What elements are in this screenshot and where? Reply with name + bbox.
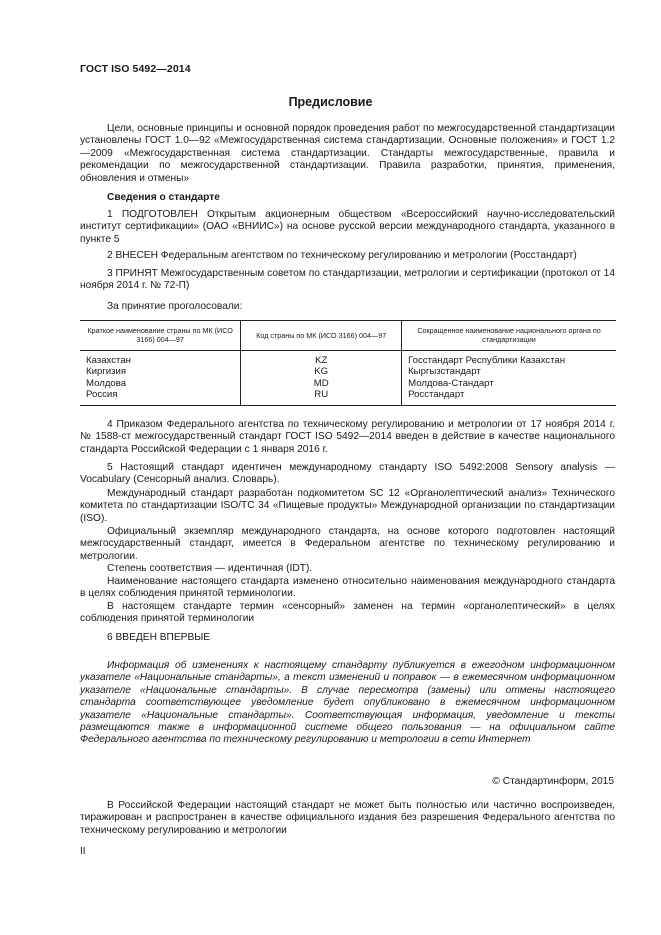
rights-paragraph: В Российской Федерации настоящий стандарт не может быть полностью или частично воспроизведен, тиражирован и распространен в качестве официального издания без разрешения Федерального агентства по техническому регулированию и метрологии [80,800,615,836]
copyright-line: © Стандартинформ, 2015 [492,776,614,787]
table-header-country: Краткое наименование страны по МК (ИСО 3166) 004—97 [80,321,241,351]
country-cell: Молдова [86,377,127,389]
page-title: Предисловие [288,95,373,109]
change-notice: Информация об изменениях к настоящему стандарту публикуется в ежегодном информационном указателе «Национальные стандарты», а текст изменений и поправок — в ежемесячном информационном указателе «Национальные стандарты». В случае пересмотра (замены) или отмены настоящего стандарта соответствующее уведомление будет опубликовано в ежемесячном информационном указателе «Национальные стандарты». Соответствующая информация, уведомление и тексты размещаются также в информационной системе общего пользования — на официальном сайте Федерального агентства по техническому регулированию и метрологии в сети Интернет [80,660,615,746]
item-5-conformity: Степень соответствия — идентичная (IDT). [107,563,313,574]
item-5-official-copy: Официальный экземпляр международного стандарта, на основе которого подготовлен настоящий межгосударственный стандарт, имеется в Федеральном агентстве по техническому регулированию и метрологии. [80,526,615,562]
country-cell: Казахстан [86,355,131,366]
item-5-paragraph: 5 Настоящий стандарт идентичен международному стандарту ISO 5492:2008 Sensory analysis — Vocabulary (Сенсорный анализ. Словарь). [80,462,615,486]
item-2-paragraph: 2 ВНЕСЕН Федеральным агентством по техническому регулированию и метрологии (Росстандарт) [107,250,577,261]
table-header-row [80,321,616,351]
voting-table [80,320,616,406]
document-code-header: ГОСТ ISO 5492—2014 [80,63,191,75]
body-cell: Кыргызстандарт [402,366,616,377]
page-number: II [80,846,86,857]
item-3-paragraph: 3 ПРИНЯТ Межгосударственным советом по стандартизации, метрологии и сертификации (протокол от 14 ноября 2014 г. № 72-П) [80,268,615,292]
body-cell: Росстандарт [402,389,616,405]
code-cell: RU [241,389,402,405]
item-5-term-note: В настоящем стандарте термин «сенсорный» заменен на термин «органолептический» в целях соблюдения принятой терминологии [80,601,615,625]
item-1-paragraph: 1 ПОДГОТОВЛЕН Открытым акционерным обществом «Всероссийский научно-исследовательский институт сертификации» (ОАО «ВНИИС») на основе русской версии международного стандарта, указанного в пункте 5 [80,209,615,245]
body-cell: Госстандарт Республики Казахстан [402,351,616,367]
section-heading: Сведения о стандарте [107,192,220,203]
country-cell: Киргизия [86,366,127,378]
country-cell: Россия [80,389,241,405]
table-row [80,351,616,367]
vote-intro: За принятие проголосовали: [107,301,243,312]
intro-paragraph: Цели, основные принципы и основной порядок проведения работ по межгосударственной стандартизации установлены ГОСТ 1.0—92 «Межгосударственная система стандартизации. Основные положения» и ГОСТ 1.2—2009 «Межгосударственная система стандартизации. Стандарты межгосударственные, правила и рекомендации по межгосударственной стандартизации. Правила разработки, принятия, применения, обновления и отмены» [80,123,615,184]
body-cell: Молдова-Стандарт [402,378,616,389]
item-6-paragraph: 6 ВВЕДЕН ВПЕРВЫЕ [107,632,211,643]
code-cell: KZ [241,351,402,367]
table-row [80,378,616,389]
item-4-paragraph: 4 Приказом Федерального агентства по техническому регулированию и метрологии от 17 ноября 2014 г. № 1588-ст межгосударственный стандарт ГОСТ ISO 5492—2014 введен в действие в качестве национального стандарта Российской Федерации с 1 января 2016 г. [80,419,615,455]
table-header-code: Код страны по МК (ИСО 3166) 004—97 [241,321,402,351]
table-header-body: Сокращенное наименование национального органа по стандартизации [402,321,616,351]
item-5-subcommittee: Международный стандарт разработан подкомитетом SC 12 «Органолептический анализ» Технического комитета по стандартизации ISO/TC 34 «Пищевые продукты» Международной организации по стандартизации (ISO). [80,488,615,524]
code-cell: KG [241,366,402,377]
table-row [80,389,616,405]
item-5-title-note: Наименование настоящего стандарта изменено относительно наименования международного стандарта в целях соблюдения принятой терминологии. [80,576,615,600]
table-row [80,366,616,377]
code-cell: MD [241,378,402,389]
